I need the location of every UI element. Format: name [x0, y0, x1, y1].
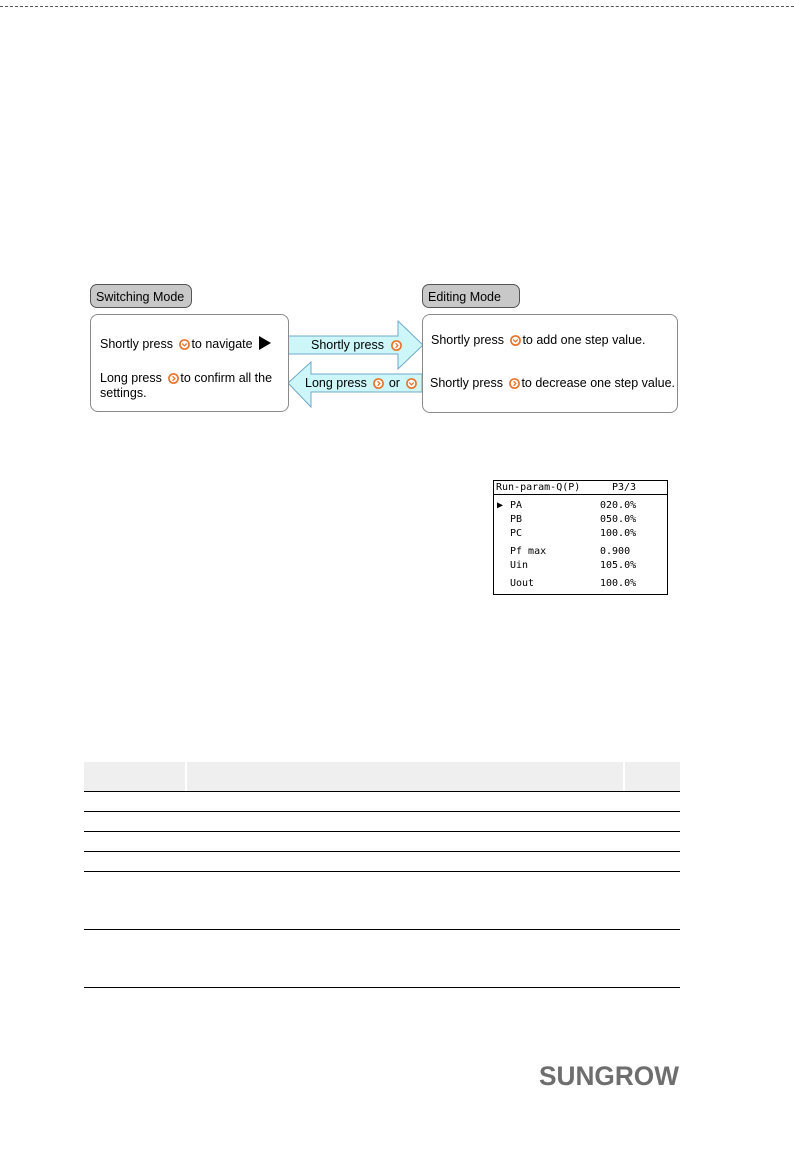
lcd-title: Run-param-Q(P)	[496, 482, 581, 493]
lcd-param-value: 100.0%	[600, 578, 637, 589]
table-row-rule	[84, 851, 680, 852]
switching-line-1-prefix: Shortly press	[100, 337, 173, 351]
switching-mode-panel	[90, 314, 289, 412]
lcd-row[interactable]	[494, 527, 667, 540]
table-header-divider	[623, 762, 625, 791]
enter-button-icon	[391, 340, 402, 351]
table-header	[84, 762, 680, 791]
editing-line-1-prefix: Shortly press	[431, 333, 504, 347]
table-row-rule	[84, 831, 680, 832]
lcd-row[interactable]	[494, 577, 667, 590]
table-row-rule	[84, 871, 680, 872]
lcd-param-value: 105.0%	[600, 560, 637, 571]
lcd-param-value: 050.0%	[600, 514, 637, 525]
enter-button-icon	[509, 378, 520, 389]
table-header-divider	[185, 762, 187, 791]
sungrow-logo	[539, 1060, 679, 1090]
editing-line-2-prefix: Shortly press	[430, 376, 503, 390]
lcd-header	[494, 481, 667, 495]
back-arrow-label	[305, 375, 418, 391]
lcd-param-name: Pf max	[510, 546, 547, 557]
forward-arrow-label	[311, 337, 403, 353]
lcd-row[interactable]	[494, 559, 667, 572]
editing-line-2-suffix: to decrease one step value.	[521, 376, 676, 390]
lcd-param-name: PA	[510, 500, 523, 511]
lcd-param-name: PC	[510, 528, 523, 539]
lcd-param-name: PB	[510, 514, 523, 525]
switching-line-1-suffix: to navigate	[191, 337, 253, 351]
forward-label-text: Shortly press	[311, 338, 384, 352]
enter-button-icon	[168, 373, 179, 384]
editing-line-1	[431, 332, 645, 348]
switching-line-2-cont: settings.	[100, 386, 147, 400]
lcd-param-value: 0.900	[600, 546, 631, 557]
editing-line-1-suffix: to add one step value.	[522, 333, 646, 347]
lcd-param-name: Uin	[510, 560, 529, 571]
lcd-page-indicator: P3/3	[612, 482, 637, 493]
enter-button-icon	[373, 378, 384, 389]
editing-mode-label: Editing Mode	[422, 284, 520, 308]
lcd-row[interactable]	[494, 499, 667, 512]
lcd-cursor-icon: ▶	[497, 500, 504, 511]
lcd-row[interactable]	[494, 545, 667, 558]
down-button-icon	[406, 378, 417, 389]
editing-line-2	[430, 375, 675, 391]
lcd-row[interactable]	[494, 513, 667, 526]
lcd-screen	[493, 480, 668, 595]
back-label-or: or	[388, 376, 400, 390]
down-button-icon	[510, 335, 521, 346]
editing-mode-panel	[422, 314, 678, 413]
table-row-rule	[84, 791, 680, 792]
switching-line-2-prefix: Long press	[100, 371, 162, 385]
table-row-rule	[84, 811, 680, 812]
cursor-arrow-icon	[259, 336, 271, 350]
lcd-param-value: 020.0%	[600, 500, 637, 511]
back-label-text: Long press	[305, 376, 367, 390]
table-row-rule	[84, 987, 680, 988]
switching-mode-label: Switching Mode	[90, 284, 192, 308]
table-row-rule	[84, 929, 680, 930]
lcd-param-value: 100.0%	[600, 528, 637, 539]
lcd-param-name: Uout	[510, 578, 535, 589]
switching-line-1	[100, 336, 253, 352]
down-button-icon	[179, 339, 190, 350]
switching-line-2-suffix: to confirm all the	[180, 371, 273, 385]
logo-text: SUNGROW	[539, 1061, 679, 1090]
switching-line-2	[100, 370, 272, 386]
